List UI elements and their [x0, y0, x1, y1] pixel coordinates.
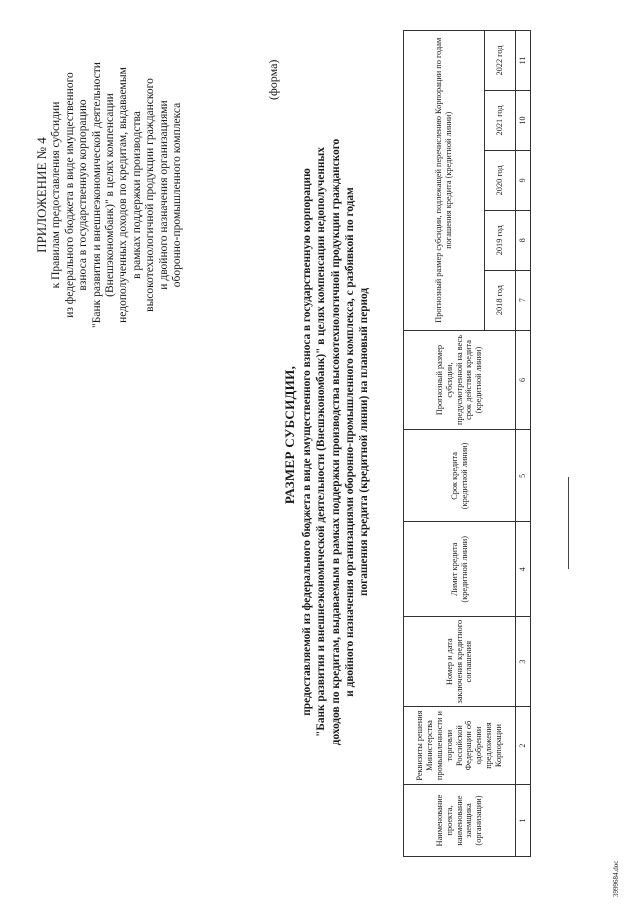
year-header: 2022 год — [485, 31, 516, 91]
column-number: 2 — [516, 707, 531, 785]
subtitle-line: доходов по кредитам, выдаваемым в рамках поддержки производства высокотехнологичной продукции гражданского — [329, 138, 342, 746]
column-number: 6 — [516, 330, 531, 430]
subtitle-line: и двойного назначения организациями оборонно-промышленного комплекса, с разбивкой по годам — [343, 187, 356, 697]
form-label: (форма) — [266, 59, 280, 100]
appendix-line: (Внешэкономбанк)" в целях компенсации — [104, 93, 117, 297]
column-header: Наименование проекта, наименование заемщика (организации) — [404, 785, 516, 857]
appendix-title: ПРИЛОЖЕНИЕ № 4 — [34, 137, 49, 253]
subtitle-line: предоставляемой из федерального бюджета в виде имущественного взноса в государственную корпорацию — [301, 168, 313, 716]
column-number: 1 — [516, 785, 531, 857]
column-number: 3 — [516, 617, 531, 707]
group-header: Прогнозный размер субсидии, подлежащей перечислению Корпорации по годам погашения кредита (кредитной линии) — [404, 31, 485, 331]
year-header: 2018 год — [485, 270, 516, 330]
column-number: 11 — [516, 31, 531, 91]
column-number-row — [516, 31, 531, 857]
year-header: 2021 год — [485, 91, 516, 151]
document-file-id: 3999684.doc — [612, 860, 620, 897]
column-number: 10 — [516, 91, 531, 151]
appendix-line: высокотехнологичной продукции гражданского — [144, 78, 157, 312]
appendix-block — [35, 45, 184, 345]
document-subtitle — [300, 97, 371, 787]
appendix-line: оборонно-промышленного комплекса — [171, 102, 184, 288]
table-header-row — [404, 31, 485, 857]
appendix-line: в рамках поддержки производства — [130, 111, 143, 279]
column-header: Лимит кредита (кредитной линии) — [404, 522, 516, 617]
appendix-line: из федерального бюджета в виде имущественного — [63, 72, 76, 318]
year-header: 2020 год — [485, 150, 516, 210]
column-number: 8 — [516, 210, 531, 270]
subtitle-line: "Банк развития и внешнеэкономической деятельности (Внешэкономбанк)" в целях компенсации недополученных — [315, 147, 328, 737]
column-number: 9 — [516, 150, 531, 210]
column-header: Номер и дата заключения кредитного соглашения — [404, 617, 516, 707]
subsidy-table — [403, 30, 531, 857]
appendix-line: и двойного назначения организациями — [157, 100, 170, 290]
appendix-line: недополученных доходов по кредитам, выдаваемым — [117, 67, 130, 323]
appendix-line: взноса в государственную корпорацию — [77, 99, 90, 291]
column-number: 4 — [516, 522, 531, 617]
footnote-separator — [568, 477, 569, 569]
appendix-line: "Банк развития и внешнеэкономической деятельности — [90, 62, 103, 328]
subtitle-line: погашения кредита (кредитной линии) на плановый период — [358, 287, 371, 597]
year-header: 2019 год — [485, 210, 516, 270]
appendix-line: к Правилам предоставления субсидии — [50, 101, 63, 289]
document-heading: РАЗМЕР СУБСИДИИ, — [282, 365, 297, 505]
column-header: Срок кредита (кредитной линии) — [404, 430, 516, 522]
column-header: Прогнозный размер субсидии, предусмотренной на весь срок действия кредита (кредитной линии) — [404, 330, 516, 430]
column-number: 7 — [516, 270, 531, 330]
column-header: Реквизиты решения Министерства промышленности и торговли Российской Федерации об одобрении предложения Корпорации — [404, 707, 516, 785]
column-number: 5 — [516, 430, 531, 522]
